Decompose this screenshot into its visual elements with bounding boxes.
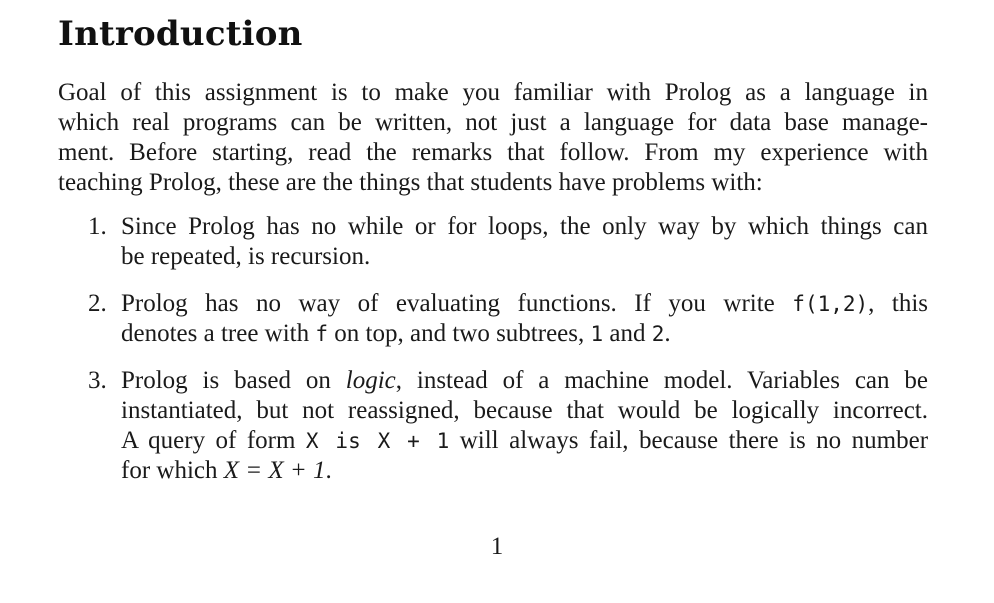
text-run: . [325,457,332,484]
list-item [58,289,928,349]
list-item-number: 1. [88,213,107,240]
text-run: Prolog is based on [121,367,331,394]
intro-line: Goal of this assignment is to make you familiar with Prolog as a language in [58,79,928,106]
intro-line: ment. Before starting, read the remarks that follow. From my experience with [58,139,928,166]
inline-code: 1 [590,322,604,346]
text-run: A query of form [121,427,296,454]
intro-paragraph [58,78,928,198]
math-expression: X = X + 1 [223,457,326,484]
intro-line: teaching Prolog, these are the things that students have problems with: [58,169,763,196]
text-run: for which [121,457,218,484]
list-item-line: Since Prolog has no while or for loops, the only way by which things can [121,213,928,240]
inline-code: X is X + 1 [305,429,450,453]
list-item [58,212,928,272]
text-run: will always fail, because there is no number [459,427,929,454]
list-item [58,366,928,486]
list-item-number: 3. [88,367,107,394]
inline-code: 2 [651,322,665,346]
emphasis-text: logic [345,367,396,394]
list-item-line [121,366,928,396]
list-item-line [121,456,928,486]
text-run: on top, and two subtrees, [334,320,585,347]
text-run: . [664,320,671,347]
inline-code: f(1,2) [792,292,869,316]
section-heading: Introduction [58,14,303,54]
list-item-line [121,289,928,319]
remarks-list [58,212,928,503]
list-item-line: be repeated, is recursion. [121,243,371,270]
list-item-line [121,426,928,456]
list-item-number: 2. [88,290,107,317]
intro-line: which real programs can be written, not just a language for data base manage- [58,109,928,136]
text-run: , instead of a machine model. Variables can be [395,367,928,394]
inline-code: f [315,322,329,346]
text-run: denotes a tree with [121,320,310,347]
text-run: Prolog has no way of evaluating functions. If you write [121,290,775,317]
list-item-line [121,319,928,349]
page-number: 1 [490,533,504,560]
text-run: and [609,320,646,347]
text-run: , this [868,290,929,317]
list-item-line: instantiated, but not reassigned, because that would be logically incorrect. [121,397,928,424]
